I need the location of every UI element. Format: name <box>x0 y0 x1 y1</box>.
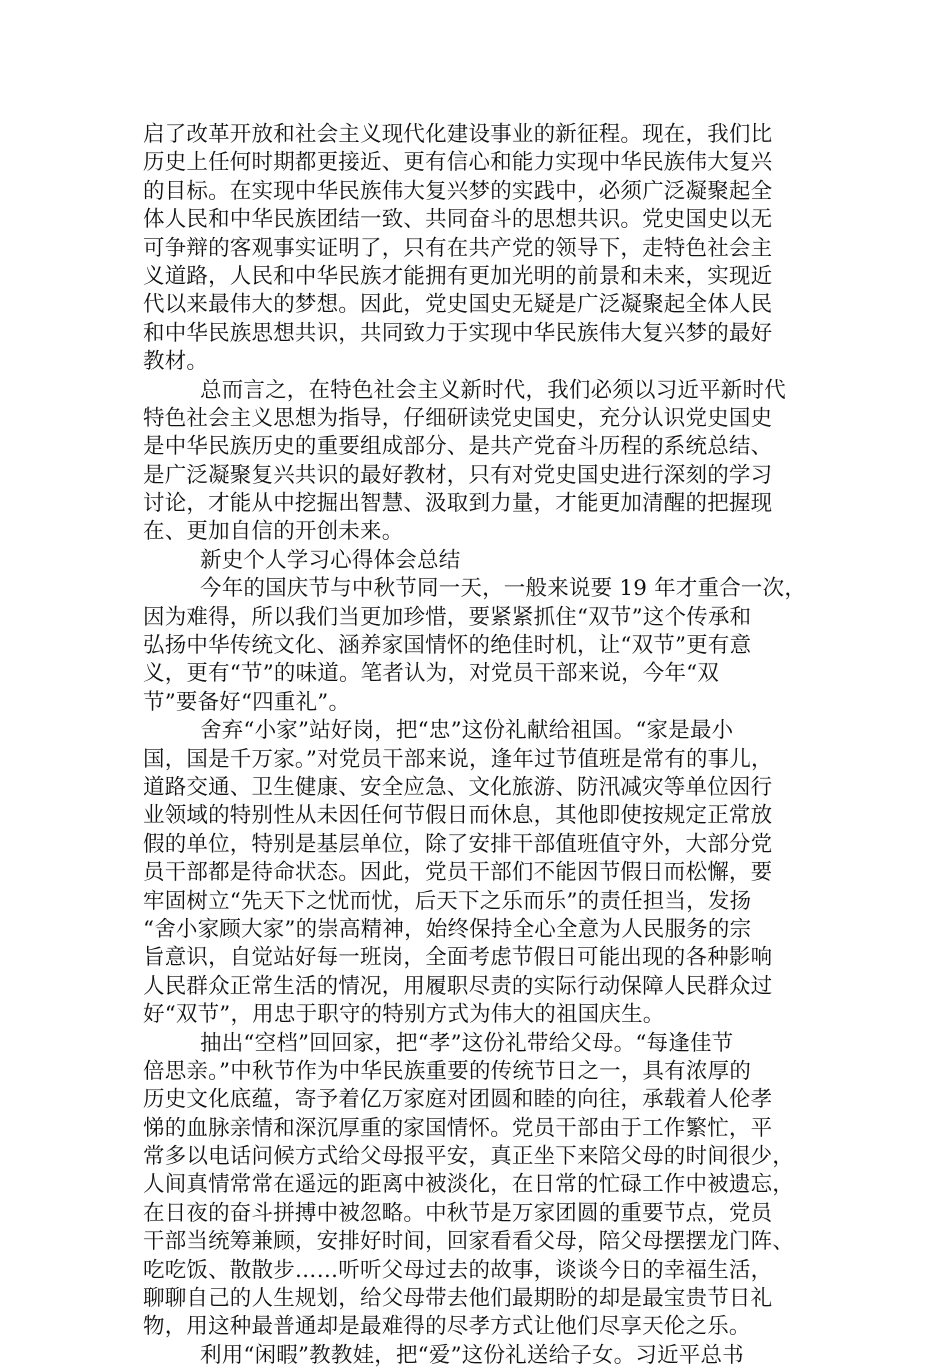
text-line: 在、更加自信的开创未来。 <box>143 519 404 545</box>
body-text <box>143 121 808 1370</box>
text-line: 悌的血脉亲情和深沉厚重的家国情怀。党员干部由于工作繁忙，平 <box>143 1115 773 1141</box>
text-line: 物，用这种最普通却是最难得的尽孝方式让他们尽享天伦之乐。 <box>143 1314 751 1340</box>
text-line: 假的单位，特别是基层单位，除了安排干部值班值守外，大部分党 <box>143 831 773 857</box>
text-line: 业领域的特别性从未因任何节假日而休息，其他即使按规定正常放 <box>143 803 773 829</box>
text-line: 员干部都是待命状态。因此，党员干部们不能因节假日而松懈，要 <box>143 860 773 886</box>
text-line: 聊聊自己的人生规划，给父母带去他们最期盼的却是最宝贵节日礼 <box>143 1286 773 1312</box>
text-line: 人民群众正常生活的情况，用履职尽责的实际行动保障人民群众过 <box>143 973 773 999</box>
text-line: 倍思亲。”中秋节作为中华民族重要的传统节日之一，具有浓厚的 <box>143 1058 752 1084</box>
text-line: 牢固树立“先天下之忧而忧，后天下之乐而乐”的责任担当，发扬 <box>143 888 752 914</box>
text-line: 总而言之，在特色社会主义新时代，我们必须以习近平新时代 <box>200 377 786 403</box>
text-line: 好“双节”，用忠于职守的特别方式为伟大的祖国庆生。 <box>143 1002 665 1028</box>
text-line: 抽出“空档”回回家，把“孝”这份礼带给父母。“每逢佳节 <box>200 1030 734 1056</box>
text-line: 是中华民族历史的重要组成部分、是共产党奋斗历程的系统总结、 <box>143 434 773 460</box>
text-line: 的目标。在实现中华民族伟大复兴梦的实践中，必须广泛凝聚起全 <box>143 178 773 204</box>
text-line: 干部当统筹兼顾，安排好时间，回家看看父母，陪父母摆摆龙门阵、 <box>143 1229 795 1255</box>
text-line: “舍小家顾大家”的崇高精神，始终保持全心全意为人民服务的宗 <box>143 916 752 942</box>
text-line: 和中华民族思想共识，共同致力于实现中华民族伟大复兴梦的最好 <box>143 320 773 346</box>
text-line: 利用“闲暇”教教娃，把“爱”这份礼送给子女。习近平总书 <box>200 1342 744 1368</box>
text-line: 吃吃饭、散散步……听听父母过去的故事，谈谈今日的幸福生活， <box>143 1257 773 1283</box>
text-line: 道路交通、卫生健康、安全应急、文化旅游、防汛减灾等单位因行 <box>143 774 773 800</box>
text-line: 历史文化底蕴，寄予着亿万家庭对团圆和睦的向往，承载着人伦孝 <box>143 1087 773 1113</box>
text-line: 舍弃“小家”站好岗，把“忠”这份礼献给祖国。“家是最小 <box>200 718 734 744</box>
text-line: 在日夜的奋斗拼搏中被忽略。中秋节是万家团圆的重要节点，党员 <box>143 1200 773 1226</box>
text-line: 义，更有“节”的味道。笔者认为，对党员干部来说，今年“双 <box>143 661 720 687</box>
text-line: 是广泛凝聚复兴共识的最好教材，只有对党史国史进行深刻的学习 <box>143 462 773 488</box>
text-line: 节”要备好“四重礼”。 <box>143 689 351 715</box>
text-line: 历史上任何时期都更接近、更有信心和能力实现中华民族伟大复兴 <box>143 150 773 176</box>
text-line: 人间真情常常在遥远的距离中被淡化，在日常的忙碌工作中被遗忘， <box>143 1172 795 1198</box>
text-line: 启了改革开放和社会主义现代化建设事业的新征程。现在，我们比 <box>143 122 773 147</box>
text-line: 常多以电话问候方式给父母报平安，真正坐下来陪父母的时间很少， <box>143 1144 795 1170</box>
text-line: 讨论，才能从中挖掘出智慧、汲取到力量，才能更加清醒的把握现 <box>143 491 773 517</box>
text-line: 教材。 <box>143 349 209 375</box>
text-line: 可争辩的客观事实证明了，只有在共产党的领导下，走特色社会主 <box>143 235 773 261</box>
text-line: 特色社会主义思想为指导，仔细研读党史国史，充分认识党史国史 <box>143 405 773 431</box>
text-line: 体人民和中华民族团结一致、共同奋斗的思想共识。党史国史以无 <box>143 207 773 233</box>
text-line: 新史个人学习心得体会总结 <box>200 547 461 573</box>
text-line: 因为难得，所以我们当更加珍惜，要紧紧抓住“双节”这个传承和 <box>143 604 752 630</box>
text-line: 代以来最伟大的梦想。因此，党史国史无疑是广泛凝聚起全体人民 <box>143 292 773 318</box>
text-line: 今年的国庆节与中秋节同一天，一般来说要 19 年才重合一次， <box>200 576 807 602</box>
text-line: 弘扬中华传统文化、涵养家国情怀的绝佳时机，让“双节”更有意 <box>143 633 752 659</box>
text-line: 国，国是千万家。”对党员干部来说，逢年过节值班是常有的事儿， <box>143 746 773 772</box>
text-line: 义道路，人民和中华民族才能拥有更加光明的前景和未来，实现近 <box>143 263 773 289</box>
text-line: 旨意识，自觉站好每一班岗，全面考虑节假日可能出现的各种影响 <box>143 945 773 971</box>
